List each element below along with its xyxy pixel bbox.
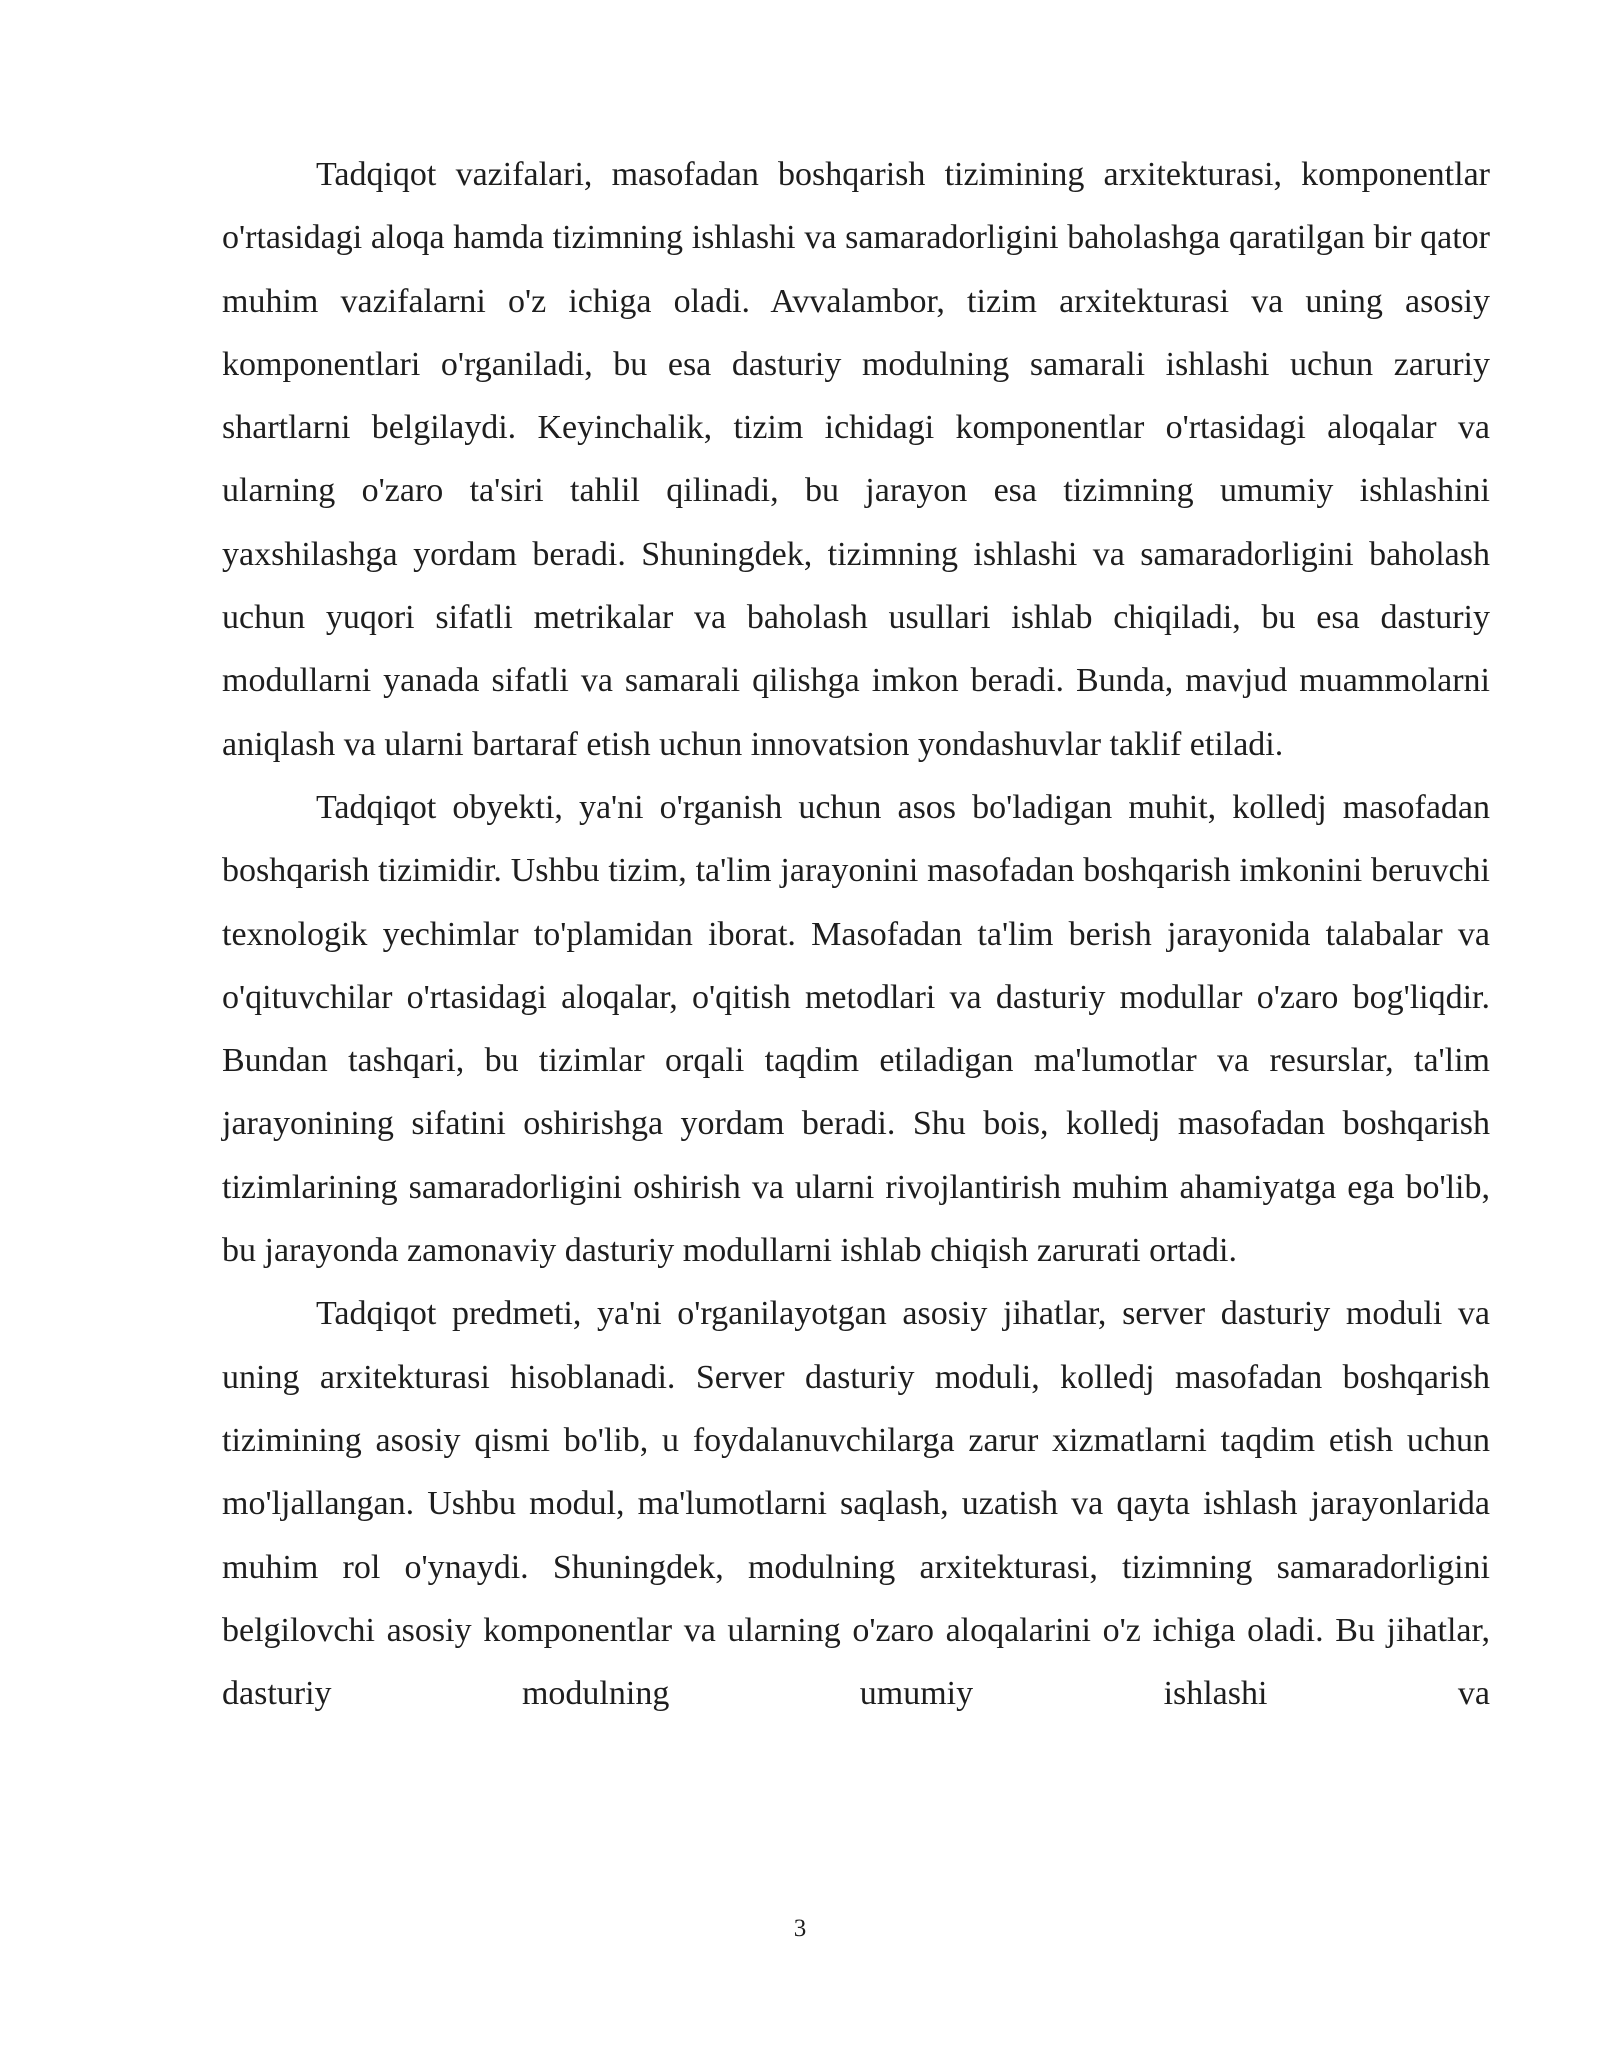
paragraph-research-tasks: Tadqiqot vazifalari, masofadan boshqarish tizimining arxitekturasi, komponentlar o'rtasidagi aloqa hamda tizimning ishlashi va samaradorligini baholashga qaratilgan bir qator muhim vazifalarni o'z ichiga oladi. Avvalambor, tizim arxitekturasi va uning asosiy komponentlari o'rganiladi, bu esa dasturiy modulning samarali ishlashi uchun zaruriy shartlarni belgilaydi. Keyinchalik, tizim ichidagi komponentlar o'rtasidagi aloqalar va ularning o'zaro ta'siri tahlil qilinadi, bu jarayon esa tizimning umumiy ishlashini yaxshilashga yordam beradi. Shuningdek, tizimning ishlashi va samaradorligini baholash uchun yuqori sifatli metrikalar va baholash usullari ishlab chiqiladi, bu esa dasturiy modullarni yanada sifatli va samarali qilishga imkon beradi. Bunda, mavjud muammolarni aniqlash va ularni bartaraf etish uchun innovatsion yondashuvlar taklif etiladi. bbox=[222, 156, 1490, 763]
page-number: 3 bbox=[793, 1915, 807, 1942]
paragraph-research-subject: Tadqiqot predmeti, ya'ni o'rganilayotgan asosiy jihatlar, server dasturiy moduli va uning arxitekturasi hisoblanadi. Server dasturiy moduli, kolledj masofadan boshqarish tizimining asosiy qismi bo'lib, u foydalanuvchilarga zarur xizmatlarni taqdim etish uchun mo'ljallangan. Ushbu modul, ma'lumotlarni saqlash, uzatish va qayta ishlash jarayonlarida muhim rol o'ynaydi. Shuningdek, modulning arxitekturasi, tizimning samaradorligini belgilovchi asosiy komponentlar va ularning o'zaro aloqalarini o'z ichiga oladi. Bu jihatlar, dasturiy modulning umumiy ishlashi va bbox=[222, 1295, 1490, 1713]
page-body bbox=[222, 143, 1490, 1725]
paragraph-research-object: Tadqiqot obyekti, ya'ni o'rganish uchun asos bo'ladigan muhit, kolledj masofadan boshqarish tizimidir. Ushbu tizim, ta'lim jarayonini masofadan boshqarish imkonini beruvchi texnologik yechimlar to'plamidan iborat. Masofadan ta'lim berish jarayonida talabalar va o'qituvchilar o'rtasidagi aloqalar, o'qitish metodlari va dasturiy modullar o'zaro bog'liqdir. Bundan tashqari, bu tizimlar orqali taqdim etiladigan ma'lumotlar va resurslar, ta'lim jarayonining sifatini oshirishga yordam beradi. Shu bois, kolledj masofadan boshqarish tizimlarining samaradorligini oshirish va ularni rivojlantirish muhim ahamiyatga ega bo'lib, bu jarayonda zamonaviy dasturiy modullarni ishlab chiqish zarurati ortadi. bbox=[222, 788, 1490, 1270]
